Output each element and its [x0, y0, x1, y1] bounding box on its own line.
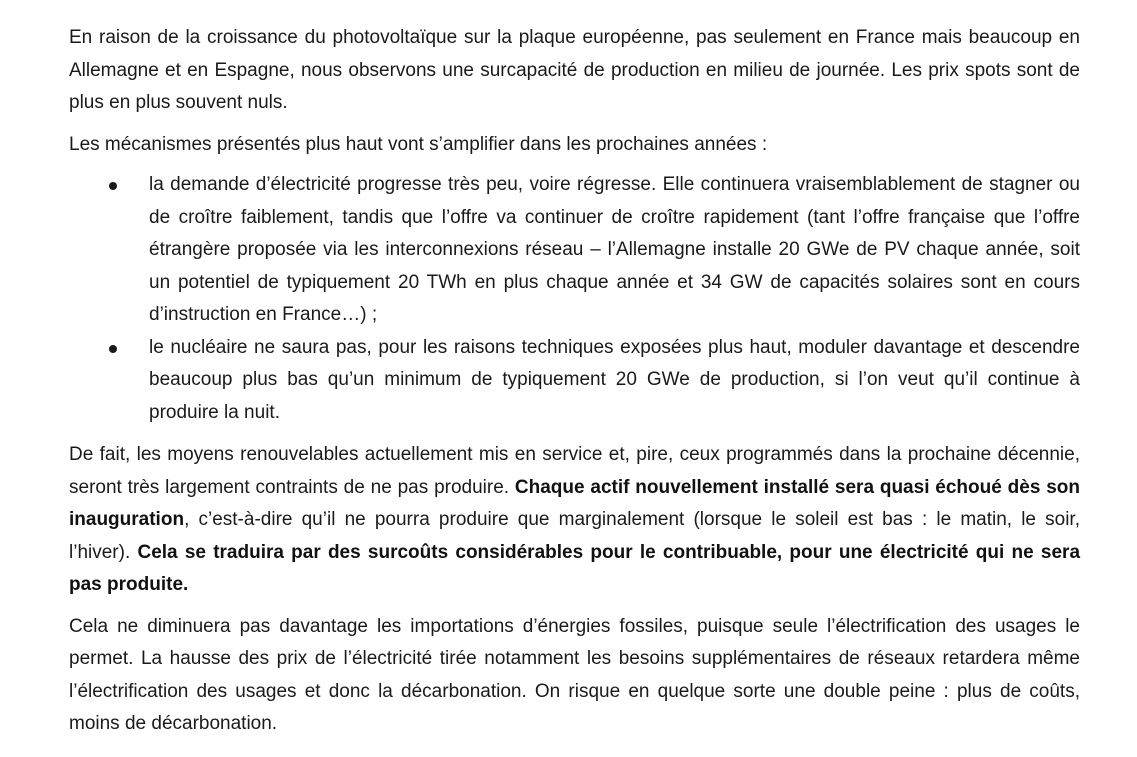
paragraph-consequences [69, 439, 1080, 602]
list-item [69, 332, 1080, 430]
bold-stranded-assets: Chaque actif nouvellement installé sera quasi échoué dès son inauguration [69, 476, 1081, 530]
bullet-list [69, 169, 1080, 429]
bullet-icon [109, 345, 117, 353]
paragraph-double-penalty: Cela ne diminuera pas davantage les importations d’énergies fossiles, puisque seule l’électrification des usages le permet. La hausse des prix de l’électricité tirée notamment les besoins supplémentaires de réseaux retardera même l’électrification des usages et donc la décarbonation. On risque en quelque sorte une double peine : plus de coûts, moins de décarbonation. [69, 615, 1080, 734]
consequences-text: De fait, les moyens renouvelables actuellement mis en service et, pire, ceux programmés dans la prochaine décennie, seront très largement contraints de ne pas produire. [69, 444, 1080, 498]
bullet-text: le nucléaire ne saura pas, pour les raisons techniques exposées plus haut, moduler davantage et descendre beaucoup plus bas qu’un minimum de typiquement 20 GWe de production, si l’on veut qu’il continue à produire la nuit. [149, 336, 1080, 423]
bullet-icon [109, 182, 117, 190]
bullet-text: la demande d’électricité progresse très peu, voire régresse. Elle continuera vraisemblablement de stagner ou de croître faiblement, tandis que l’offre va continuer de croître rapidement (tant l’offre française que l’offre étrangère proposée via les interconnexions réseau – l’Allemagne installe 20 GWe de PV chaque année, soit un potentiel de typiquement 20 TWh en plus chaque année et 34 GW de capacités solaires sont en cours d’instruction en France…) ; [149, 174, 1080, 325]
consequences-text-cont: , c’est-à-dire qu’il ne pourra produire que marginalement (lorsque le soleil est bas : le matin, le soir, l’hiver). [69, 509, 1080, 563]
paragraph-mechanisms-intro: Les mécanismes présentés plus haut vont s’amplifier dans les prochaines années : [69, 133, 768, 155]
document-page [69, 22, 1080, 750]
paragraph-photovoltaic: En raison de la croissance du photovoltaïque sur la plaque européenne, pas seulement en France mais beaucoup en Allemagne et en Espagne, nous observons une surcapacité de production en milieu de journée. Les prix spots sont de plus en plus souvent nuls. [69, 27, 1080, 113]
bold-extra-costs: Cela se traduira par des surcoûts considérables pour le contribuable, pour une électricité qui ne sera pas produite. [69, 541, 1081, 595]
list-item [69, 169, 1080, 332]
